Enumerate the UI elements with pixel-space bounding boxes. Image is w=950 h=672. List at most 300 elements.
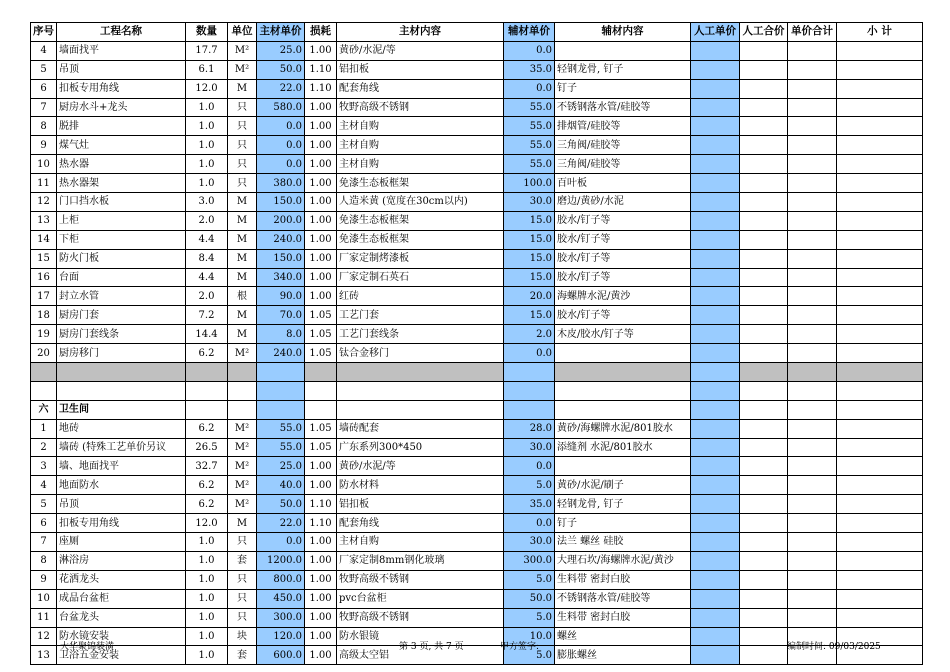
company-name: 大华聚锦装潢	[60, 642, 115, 652]
cell-seq: 20	[31, 344, 57, 363]
cell-unit-total	[788, 306, 837, 325]
cell-main-content: 厂家定制8mm钢化玻璃	[337, 551, 504, 570]
cell-main-content: 广东系列300*450	[337, 438, 504, 457]
cell-aux-content: 大理石坎/海螺牌水泥/黄沙	[555, 551, 691, 570]
cell-subtotal	[837, 551, 923, 570]
cell-main-content: 牧野高级不锈钢	[337, 570, 504, 589]
cell-main-price: 600.0	[257, 646, 305, 665]
cell-labor-total	[740, 230, 788, 249]
cell-aux-price: 0.0	[504, 41, 555, 60]
cell-labor-total	[740, 79, 788, 98]
table-row	[31, 589, 923, 608]
cell-seq: 10	[31, 155, 57, 174]
section-number: 六	[31, 400, 57, 419]
cell-unit-total	[788, 533, 837, 552]
cell-aux-content: 胶水/钉子等	[555, 211, 691, 230]
cell-main-price: 300.0	[257, 608, 305, 627]
cell-name: 座厕	[57, 533, 186, 552]
cell-subtotal	[837, 211, 923, 230]
cell-qty: 6.2	[186, 344, 228, 363]
cell-labor-total	[740, 325, 788, 344]
cell-seq: 1	[31, 419, 57, 438]
cell-loss: 1.00	[305, 230, 337, 249]
cell-aux-price: 15.0	[504, 306, 555, 325]
cell-unit: 只	[228, 136, 257, 155]
cell-loss: 1.00	[305, 646, 337, 665]
cell-seq: 10	[31, 589, 57, 608]
cell-subtotal	[837, 193, 923, 212]
cell-seq: 8	[31, 551, 57, 570]
cell-subtotal	[837, 457, 923, 476]
cell-main-content: 墙砖配套	[337, 419, 504, 438]
cell-main-price: 25.0	[257, 41, 305, 60]
cell-qty: 1.0	[186, 570, 228, 589]
cell-main-price: 240.0	[257, 230, 305, 249]
table-row	[31, 438, 923, 457]
page-footer	[0, 639, 950, 653]
page-number: 第 3 页, 共 7 页	[399, 642, 464, 652]
cell-aux-price: 15.0	[504, 211, 555, 230]
cell-unit: 套	[228, 551, 257, 570]
cell-main-content: 牧野高级不锈钢	[337, 98, 504, 117]
cell-aux-price: 5.0	[504, 646, 555, 665]
cell-subtotal	[837, 174, 923, 193]
cell-subtotal	[837, 570, 923, 589]
cell-main-price: 0.0	[257, 136, 305, 155]
cell-aux-content: 胶水/钉子等	[555, 306, 691, 325]
cell-labor-total	[740, 589, 788, 608]
cell-aux-price: 300.0	[504, 551, 555, 570]
cell-qty: 1.0	[186, 533, 228, 552]
cell-main-content	[337, 381, 504, 400]
cell-name: 厨房门套线条	[57, 325, 186, 344]
cell-labor-total	[740, 533, 788, 552]
cell-loss	[305, 400, 337, 419]
cell-unit: M²	[228, 476, 257, 495]
cell-unit-total	[788, 419, 837, 438]
cell-seq: 11	[31, 174, 57, 193]
cell-loss: 1.00	[305, 211, 337, 230]
cell-main-price: 22.0	[257, 79, 305, 98]
cell-aux-price: 28.0	[504, 419, 555, 438]
cell-labor-price	[691, 155, 740, 174]
cell-name: 墙、地面找平	[57, 457, 186, 476]
cell-main-price: 70.0	[257, 306, 305, 325]
table-row	[31, 344, 923, 363]
cell-name: 花洒龙头	[57, 570, 186, 589]
cell-seq: 6	[31, 79, 57, 98]
cell-loss: 1.00	[305, 155, 337, 174]
cell-main-price: 50.0	[257, 60, 305, 79]
cell-loss	[305, 381, 337, 400]
cell-labor-price	[691, 211, 740, 230]
cell-qty: 1.0	[186, 174, 228, 193]
cell-unit: 只	[228, 174, 257, 193]
cell-name: 台面	[57, 268, 186, 287]
cell-labor-price	[691, 117, 740, 136]
cell-unit: M	[228, 268, 257, 287]
cell-unit-total	[788, 476, 837, 495]
cell-seq: 17	[31, 287, 57, 306]
cell-seq: 7	[31, 533, 57, 552]
cell-labor-price	[691, 60, 740, 79]
cell-seq: 13	[31, 211, 57, 230]
cell-subtotal	[837, 608, 923, 627]
cell-unit: 套	[228, 646, 257, 665]
cell-unit: 只	[228, 589, 257, 608]
cell-name: 台盆龙头	[57, 608, 186, 627]
cell-unit-total	[788, 325, 837, 344]
cell-name: 煤气灶	[57, 136, 186, 155]
header-labor-price: 人工单价	[691, 23, 740, 42]
cell-main-content: 厂家定制烤漆板	[337, 249, 504, 268]
cell-qty: 1.0	[186, 646, 228, 665]
cell-aux-content: 胶水/钉子等	[555, 249, 691, 268]
cell-aux-content	[555, 363, 691, 382]
cell-name: 墙面找平	[57, 41, 186, 60]
cell-unit-total	[788, 495, 837, 514]
cell-seq: 9	[31, 570, 57, 589]
cell-main-content: 人造米黄 (宽度在30cm以内)	[337, 193, 504, 212]
cell-main-content: 黄砂/水泥/等	[337, 457, 504, 476]
cell-labor-price	[691, 551, 740, 570]
header-seq: 序号	[31, 23, 57, 42]
cell-aux-price: 20.0	[504, 287, 555, 306]
cell-aux-content: 排烟管/硅胶等	[555, 117, 691, 136]
cell-name: 墙砖 (特殊工艺单价另议	[57, 438, 186, 457]
cell-main-content: 防水材料	[337, 476, 504, 495]
cell-name	[57, 381, 186, 400]
cell-qty: 4.4	[186, 230, 228, 249]
cell-labor-price	[691, 381, 740, 400]
cell-aux-content: 百叶板	[555, 174, 691, 193]
cell-aux-content	[555, 381, 691, 400]
cell-labor-total	[740, 268, 788, 287]
cell-labor-price	[691, 495, 740, 514]
cell-unit: M	[228, 306, 257, 325]
cell-labor-total	[740, 608, 788, 627]
cell-main-content: 黄砂/水泥/等	[337, 41, 504, 60]
cell-aux-price: 30.0	[504, 193, 555, 212]
cell-main-price: 0.0	[257, 155, 305, 174]
cell-aux-content: 三角阀/硅胶等	[555, 136, 691, 155]
cell-qty: 3.0	[186, 193, 228, 212]
cell-main-price: 1200.0	[257, 551, 305, 570]
cell-main-content: 主材自购	[337, 533, 504, 552]
cell-labor-total	[740, 514, 788, 533]
cell-seq: 6	[31, 514, 57, 533]
cell-aux-price: 35.0	[504, 60, 555, 79]
cell-name: 上柜	[57, 211, 186, 230]
header-aux-price: 辅材单价	[504, 23, 555, 42]
cell-qty: 12.0	[186, 79, 228, 98]
cell-subtotal	[837, 533, 923, 552]
cell-unit-total	[788, 155, 837, 174]
cell-subtotal	[837, 230, 923, 249]
cell-aux-price: 15.0	[504, 230, 555, 249]
cell-main-price: 240.0	[257, 344, 305, 363]
cell-labor-total	[740, 306, 788, 325]
cell-main-content	[337, 363, 504, 382]
cell-aux-content: 钉子	[555, 514, 691, 533]
cell-unit-total	[788, 363, 837, 382]
table-row	[31, 419, 923, 438]
cell-qty: 7.2	[186, 306, 228, 325]
cell-name: 厨房水斗+龙头	[57, 98, 186, 117]
cell-unit-total	[788, 98, 837, 117]
cell-labor-total	[740, 495, 788, 514]
header-labor-total: 人工合价	[740, 23, 788, 42]
cell-unit-total	[788, 60, 837, 79]
cell-main-content: 牧野高级不锈钢	[337, 608, 504, 627]
cell-main-price: 150.0	[257, 193, 305, 212]
cell-main-content: 铝扣板	[337, 60, 504, 79]
cell-unit-total	[788, 457, 837, 476]
cell-loss: 1.00	[305, 457, 337, 476]
cell-unit: M²	[228, 60, 257, 79]
cell-labor-price	[691, 400, 740, 419]
cell-name: 门口挡水板	[57, 193, 186, 212]
cell-subtotal	[837, 514, 923, 533]
cell-loss: 1.00	[305, 570, 337, 589]
cell-aux-price: 55.0	[504, 117, 555, 136]
cell-unit: M	[228, 514, 257, 533]
cell-labor-total	[740, 98, 788, 117]
cell-unit: 只	[228, 98, 257, 117]
cell-loss: 1.05	[305, 306, 337, 325]
cell-qty: 1.0	[186, 589, 228, 608]
table-row	[31, 193, 923, 212]
cell-loss: 1.05	[305, 419, 337, 438]
table-row	[31, 287, 923, 306]
cell-aux-content	[555, 400, 691, 419]
cell-name: 成品台盆柜	[57, 589, 186, 608]
cell-loss: 1.00	[305, 136, 337, 155]
cell-labor-total	[740, 551, 788, 570]
cell-labor-price	[691, 249, 740, 268]
cell-qty: 2.0	[186, 211, 228, 230]
cell-qty: 8.4	[186, 249, 228, 268]
cell-unit-total	[788, 589, 837, 608]
cell-name: 热水器	[57, 155, 186, 174]
cell-loss: 1.00	[305, 174, 337, 193]
cell-aux-price: 0.0	[504, 79, 555, 98]
cell-main-price: 22.0	[257, 514, 305, 533]
cell-unit: M	[228, 211, 257, 230]
cell-aux-content: 膨胀螺丝	[555, 646, 691, 665]
table-row	[31, 457, 923, 476]
cell-labor-total	[740, 211, 788, 230]
cell-subtotal	[837, 438, 923, 457]
cell-loss: 1.00	[305, 476, 337, 495]
cell-aux-price: 55.0	[504, 136, 555, 155]
header-loss: 损耗	[305, 23, 337, 42]
table-row	[31, 381, 923, 400]
cell-main-price: 200.0	[257, 211, 305, 230]
cell-seq: 15	[31, 249, 57, 268]
cell-unit: M²	[228, 495, 257, 514]
cell-aux-price: 2.0	[504, 325, 555, 344]
cell-aux-content: 轻钢龙骨, 钉子	[555, 495, 691, 514]
cell-loss: 1.00	[305, 98, 337, 117]
cell-aux-content: 黄砂/水泥/刷子	[555, 476, 691, 495]
cell-unit-total	[788, 400, 837, 419]
cell-aux-price: 30.0	[504, 438, 555, 457]
cell-labor-price	[691, 79, 740, 98]
cell-labor-total	[740, 155, 788, 174]
cell-aux-price: 50.0	[504, 589, 555, 608]
cell-unit-total	[788, 381, 837, 400]
cell-unit: 只	[228, 533, 257, 552]
cell-labor-price	[691, 287, 740, 306]
cell-unit-total	[788, 344, 837, 363]
cell-qty: 26.5	[186, 438, 228, 457]
cell-unit-total	[788, 438, 837, 457]
table-row	[31, 79, 923, 98]
cell-unit-total	[788, 287, 837, 306]
cell-labor-price	[691, 457, 740, 476]
cell-unit-total	[788, 570, 837, 589]
table-row	[31, 211, 923, 230]
cell-labor-total	[740, 249, 788, 268]
cell-labor-price	[691, 268, 740, 287]
cell-seq: 12	[31, 193, 57, 212]
cell-labor-price	[691, 589, 740, 608]
cell-seq: 8	[31, 117, 57, 136]
cell-name: 下柜	[57, 230, 186, 249]
cell-main-price: 0.0	[257, 117, 305, 136]
cell-labor-total	[740, 41, 788, 60]
cell-name: 防水镜安装	[57, 627, 186, 646]
cell-unit: M	[228, 193, 257, 212]
cell-labor-price	[691, 174, 740, 193]
cell-seq: 3	[31, 457, 57, 476]
cell-qty: 1.0	[186, 136, 228, 155]
cell-main-content: 免漆生态板框架	[337, 211, 504, 230]
cell-unit: 块	[228, 627, 257, 646]
cell-aux-content: 黄砂/海螺牌水泥/801胶水	[555, 419, 691, 438]
table-row	[31, 249, 923, 268]
cell-labor-price	[691, 193, 740, 212]
cell-main-content: 铝扣板	[337, 495, 504, 514]
cell-main-price	[257, 381, 305, 400]
cell-labor-total	[740, 476, 788, 495]
cell-unit: 根	[228, 287, 257, 306]
cell-name	[57, 363, 186, 382]
cell-aux-content: 海螺牌水泥/黄沙	[555, 287, 691, 306]
cell-name: 地砖	[57, 419, 186, 438]
cell-unit: M²	[228, 438, 257, 457]
cell-labor-price	[691, 230, 740, 249]
cell-aux-content: 不锈钢落水管/硅胶等	[555, 589, 691, 608]
cell-main-price: 340.0	[257, 268, 305, 287]
cell-main-price: 55.0	[257, 438, 305, 457]
cell-main-content: pvc台盆柜	[337, 589, 504, 608]
cell-qty: 1.0	[186, 117, 228, 136]
cell-main-content: 钛合金移门	[337, 344, 504, 363]
cell-qty: 1.0	[186, 551, 228, 570]
cell-aux-price: 0.0	[504, 514, 555, 533]
cell-name: 防火门板	[57, 249, 186, 268]
cell-labor-price	[691, 136, 740, 155]
cell-unit	[228, 381, 257, 400]
cell-aux-content: 生料带 密封白胶	[555, 570, 691, 589]
cell-subtotal	[837, 117, 923, 136]
cell-labor-total	[740, 457, 788, 476]
cell-unit-total	[788, 41, 837, 60]
cell-seq: 13	[31, 646, 57, 665]
cell-name: 地面防水	[57, 476, 186, 495]
cell-loss: 1.05	[305, 438, 337, 457]
cell-loss: 1.00	[305, 287, 337, 306]
cell-aux-content: 添缝剂 水泥/801胶水	[555, 438, 691, 457]
table-row	[31, 325, 923, 344]
cell-seq: 18	[31, 306, 57, 325]
cell-loss: 1.00	[305, 627, 337, 646]
cell-labor-total	[740, 136, 788, 155]
cell-subtotal	[837, 400, 923, 419]
cell-name: 厨房移门	[57, 344, 186, 363]
cell-unit-total	[788, 230, 837, 249]
cell-qty: 17.7	[186, 41, 228, 60]
cell-qty: 14.4	[186, 325, 228, 344]
cell-main-price: 8.0	[257, 325, 305, 344]
cell-aux-content: 磨边/黄砂/水泥	[555, 193, 691, 212]
cell-loss: 1.10	[305, 514, 337, 533]
cell-main-content: 免漆生态板框架	[337, 174, 504, 193]
cell-main-content: 厂家定制石英石	[337, 268, 504, 287]
header-qty: 数量	[186, 23, 228, 42]
cell-loss: 1.00	[305, 268, 337, 287]
cell-seq: 4	[31, 476, 57, 495]
header-row	[31, 23, 923, 42]
table-row	[31, 60, 923, 79]
cell-labor-total	[740, 287, 788, 306]
cell-aux-content	[555, 41, 691, 60]
cell-unit: M²	[228, 457, 257, 476]
cell-loss: 1.10	[305, 79, 337, 98]
cell-main-content: 工艺门套线条	[337, 325, 504, 344]
table-row	[31, 230, 923, 249]
quote-table	[30, 22, 923, 665]
cell-aux-price: 100.0	[504, 174, 555, 193]
cell-aux-content: 法兰 螺丝 硅胶	[555, 533, 691, 552]
cell-seq: 7	[31, 98, 57, 117]
cell-qty: 1.0	[186, 608, 228, 627]
cell-seq: 4	[31, 41, 57, 60]
cell-seq	[31, 381, 57, 400]
cell-labor-total	[740, 570, 788, 589]
cell-loss: 1.05	[305, 325, 337, 344]
cell-main-price: 55.0	[257, 419, 305, 438]
cell-labor-price	[691, 325, 740, 344]
cell-aux-price: 5.0	[504, 476, 555, 495]
cell-aux-content	[555, 457, 691, 476]
cell-qty: 1.0	[186, 98, 228, 117]
cell-main-price: 380.0	[257, 174, 305, 193]
cell-seq: 5	[31, 495, 57, 514]
cell-unit-total	[788, 136, 837, 155]
cell-main-price: 450.0	[257, 589, 305, 608]
cell-main-price: 40.0	[257, 476, 305, 495]
cell-name: 吊顶	[57, 60, 186, 79]
table-row	[31, 268, 923, 287]
cell-subtotal	[837, 381, 923, 400]
cell-labor-price	[691, 533, 740, 552]
cell-qty	[186, 363, 228, 382]
cell-aux-price	[504, 363, 555, 382]
cell-subtotal	[837, 306, 923, 325]
